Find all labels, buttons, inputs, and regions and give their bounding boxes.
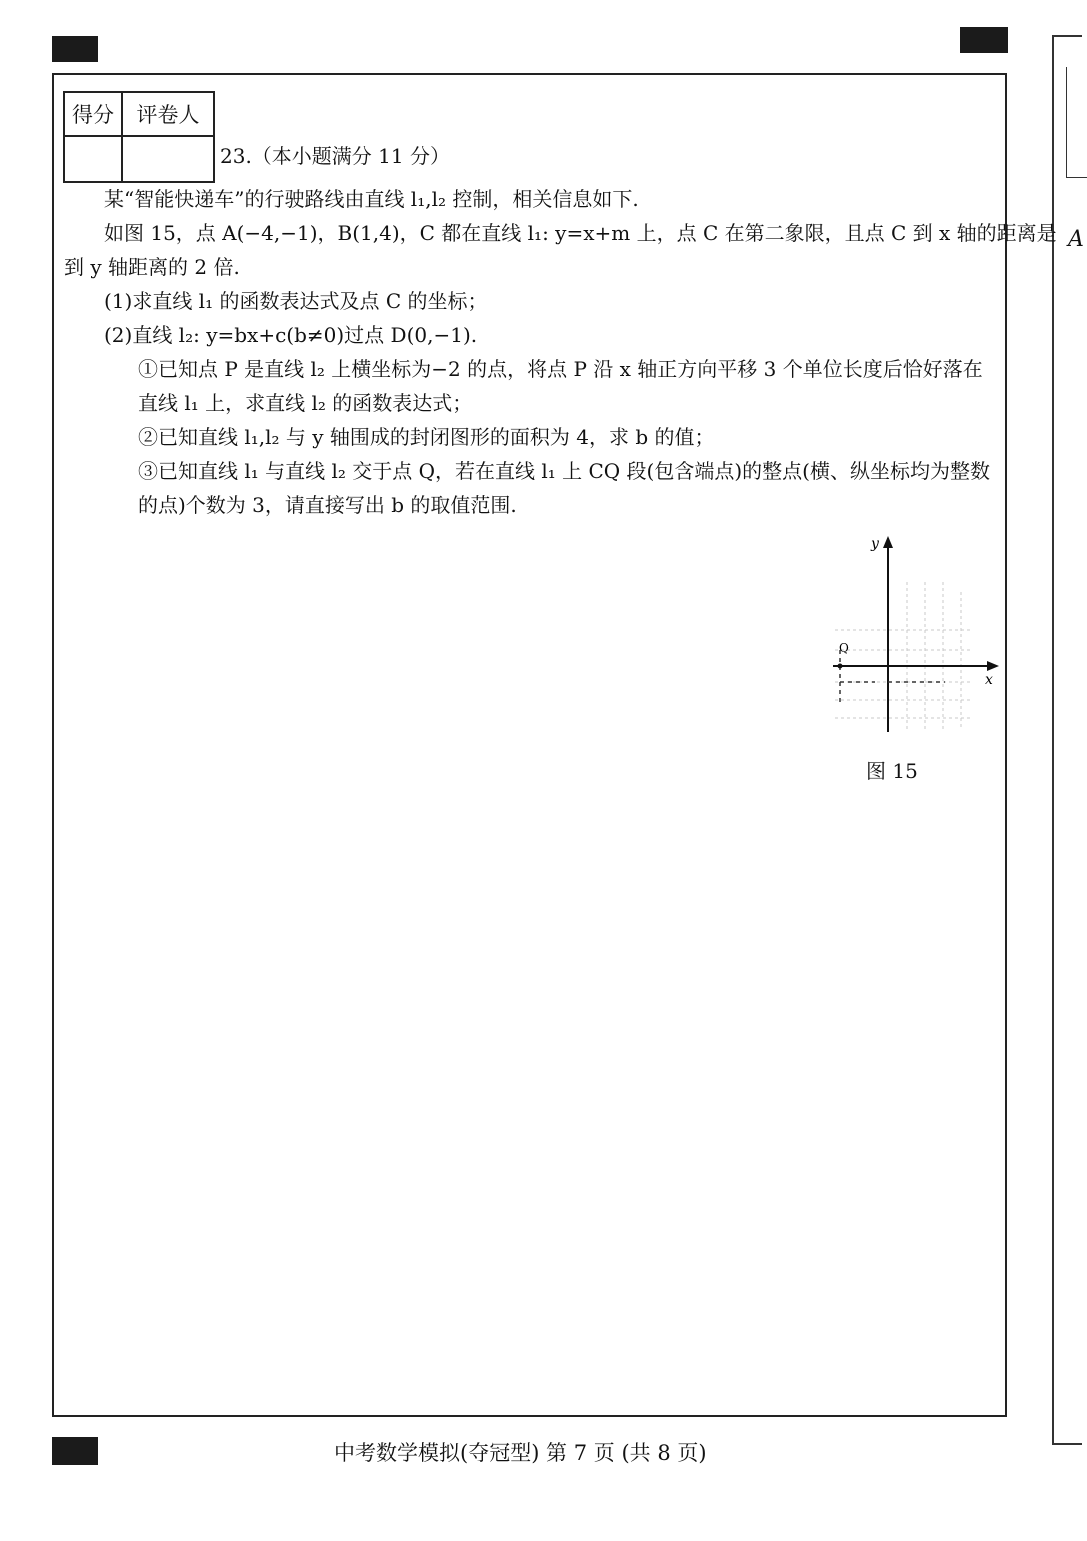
subpart-3-line1: ③已知直线 l₁ 与直线 l₂ 交于点 Q，若在直线 l₁ 上 CQ 段(包含端点)的整点(横、纵坐标均为整数 xyxy=(138,459,990,483)
subpart-1-line2: 直线 l₁ 上，求直线 l₂ 的函数表达式； xyxy=(138,391,473,415)
grader-cell[interactable] xyxy=(122,136,214,182)
grader-header: 评卷人 xyxy=(122,92,214,136)
adjacent-page-glyph: A xyxy=(1068,227,1084,252)
point-q xyxy=(838,664,843,669)
part-2: (2)直线 l₂: y=bx+c(b≠0)过点 D(0,−1). xyxy=(104,323,478,347)
score-header: 得分 xyxy=(64,92,122,136)
x-axis-label: x xyxy=(985,672,993,688)
registration-mark-top-left xyxy=(52,36,98,62)
intro-text: 某“智能快递车”的行驶路线由直线 l₁,l₂ 控制，相关信息如下. xyxy=(104,187,639,211)
q-label: Q xyxy=(839,641,849,655)
subpart-3-line2: 的点)个数为 3，请直接写出 b 的取值范围. xyxy=(138,493,517,517)
page-footer: 中考数学模拟(夺冠型) 第 7 页 (共 8 页) xyxy=(334,1441,707,1465)
registration-mark-bottom-left xyxy=(52,1437,98,1465)
score-table xyxy=(63,91,215,183)
figure-caption: 图 15 xyxy=(866,759,918,783)
y-axis-arrow xyxy=(883,536,893,548)
given-text-line2: 到 y 轴距离的 2 倍. xyxy=(64,255,240,279)
figure-15 xyxy=(815,532,1005,752)
subpart-2: ②已知直线 l₁,l₂ 与 y 轴围成的封闭图形的面积为 4，求 b 的值； xyxy=(138,425,715,449)
subpart-1-line1: ①已知点 P 是直线 l₂ 上横坐标为−2 的点，将点 P 沿 x 轴正方向平移 3 个单位长度后恰好落在 xyxy=(138,357,983,381)
x-axis-arrow xyxy=(987,661,999,671)
part-1: (1)求直线 l₁ 的函数表达式及点 C 的坐标； xyxy=(104,289,488,313)
score-cell[interactable] xyxy=(64,136,122,182)
given-text-line1: 如图 15，点 A(−4,−1)，B(1,4)，C 都在直线 l₁: y=x+m 上，点 C 在第二象限，且点 C 到 x 轴的距离是 xyxy=(104,221,1057,245)
question-header: 23.（本小题满分 11 分） xyxy=(220,144,450,168)
registration-mark-top-right xyxy=(960,27,1008,53)
adjacent-page-box xyxy=(1066,67,1087,178)
y-axis-label: y xyxy=(871,536,879,552)
